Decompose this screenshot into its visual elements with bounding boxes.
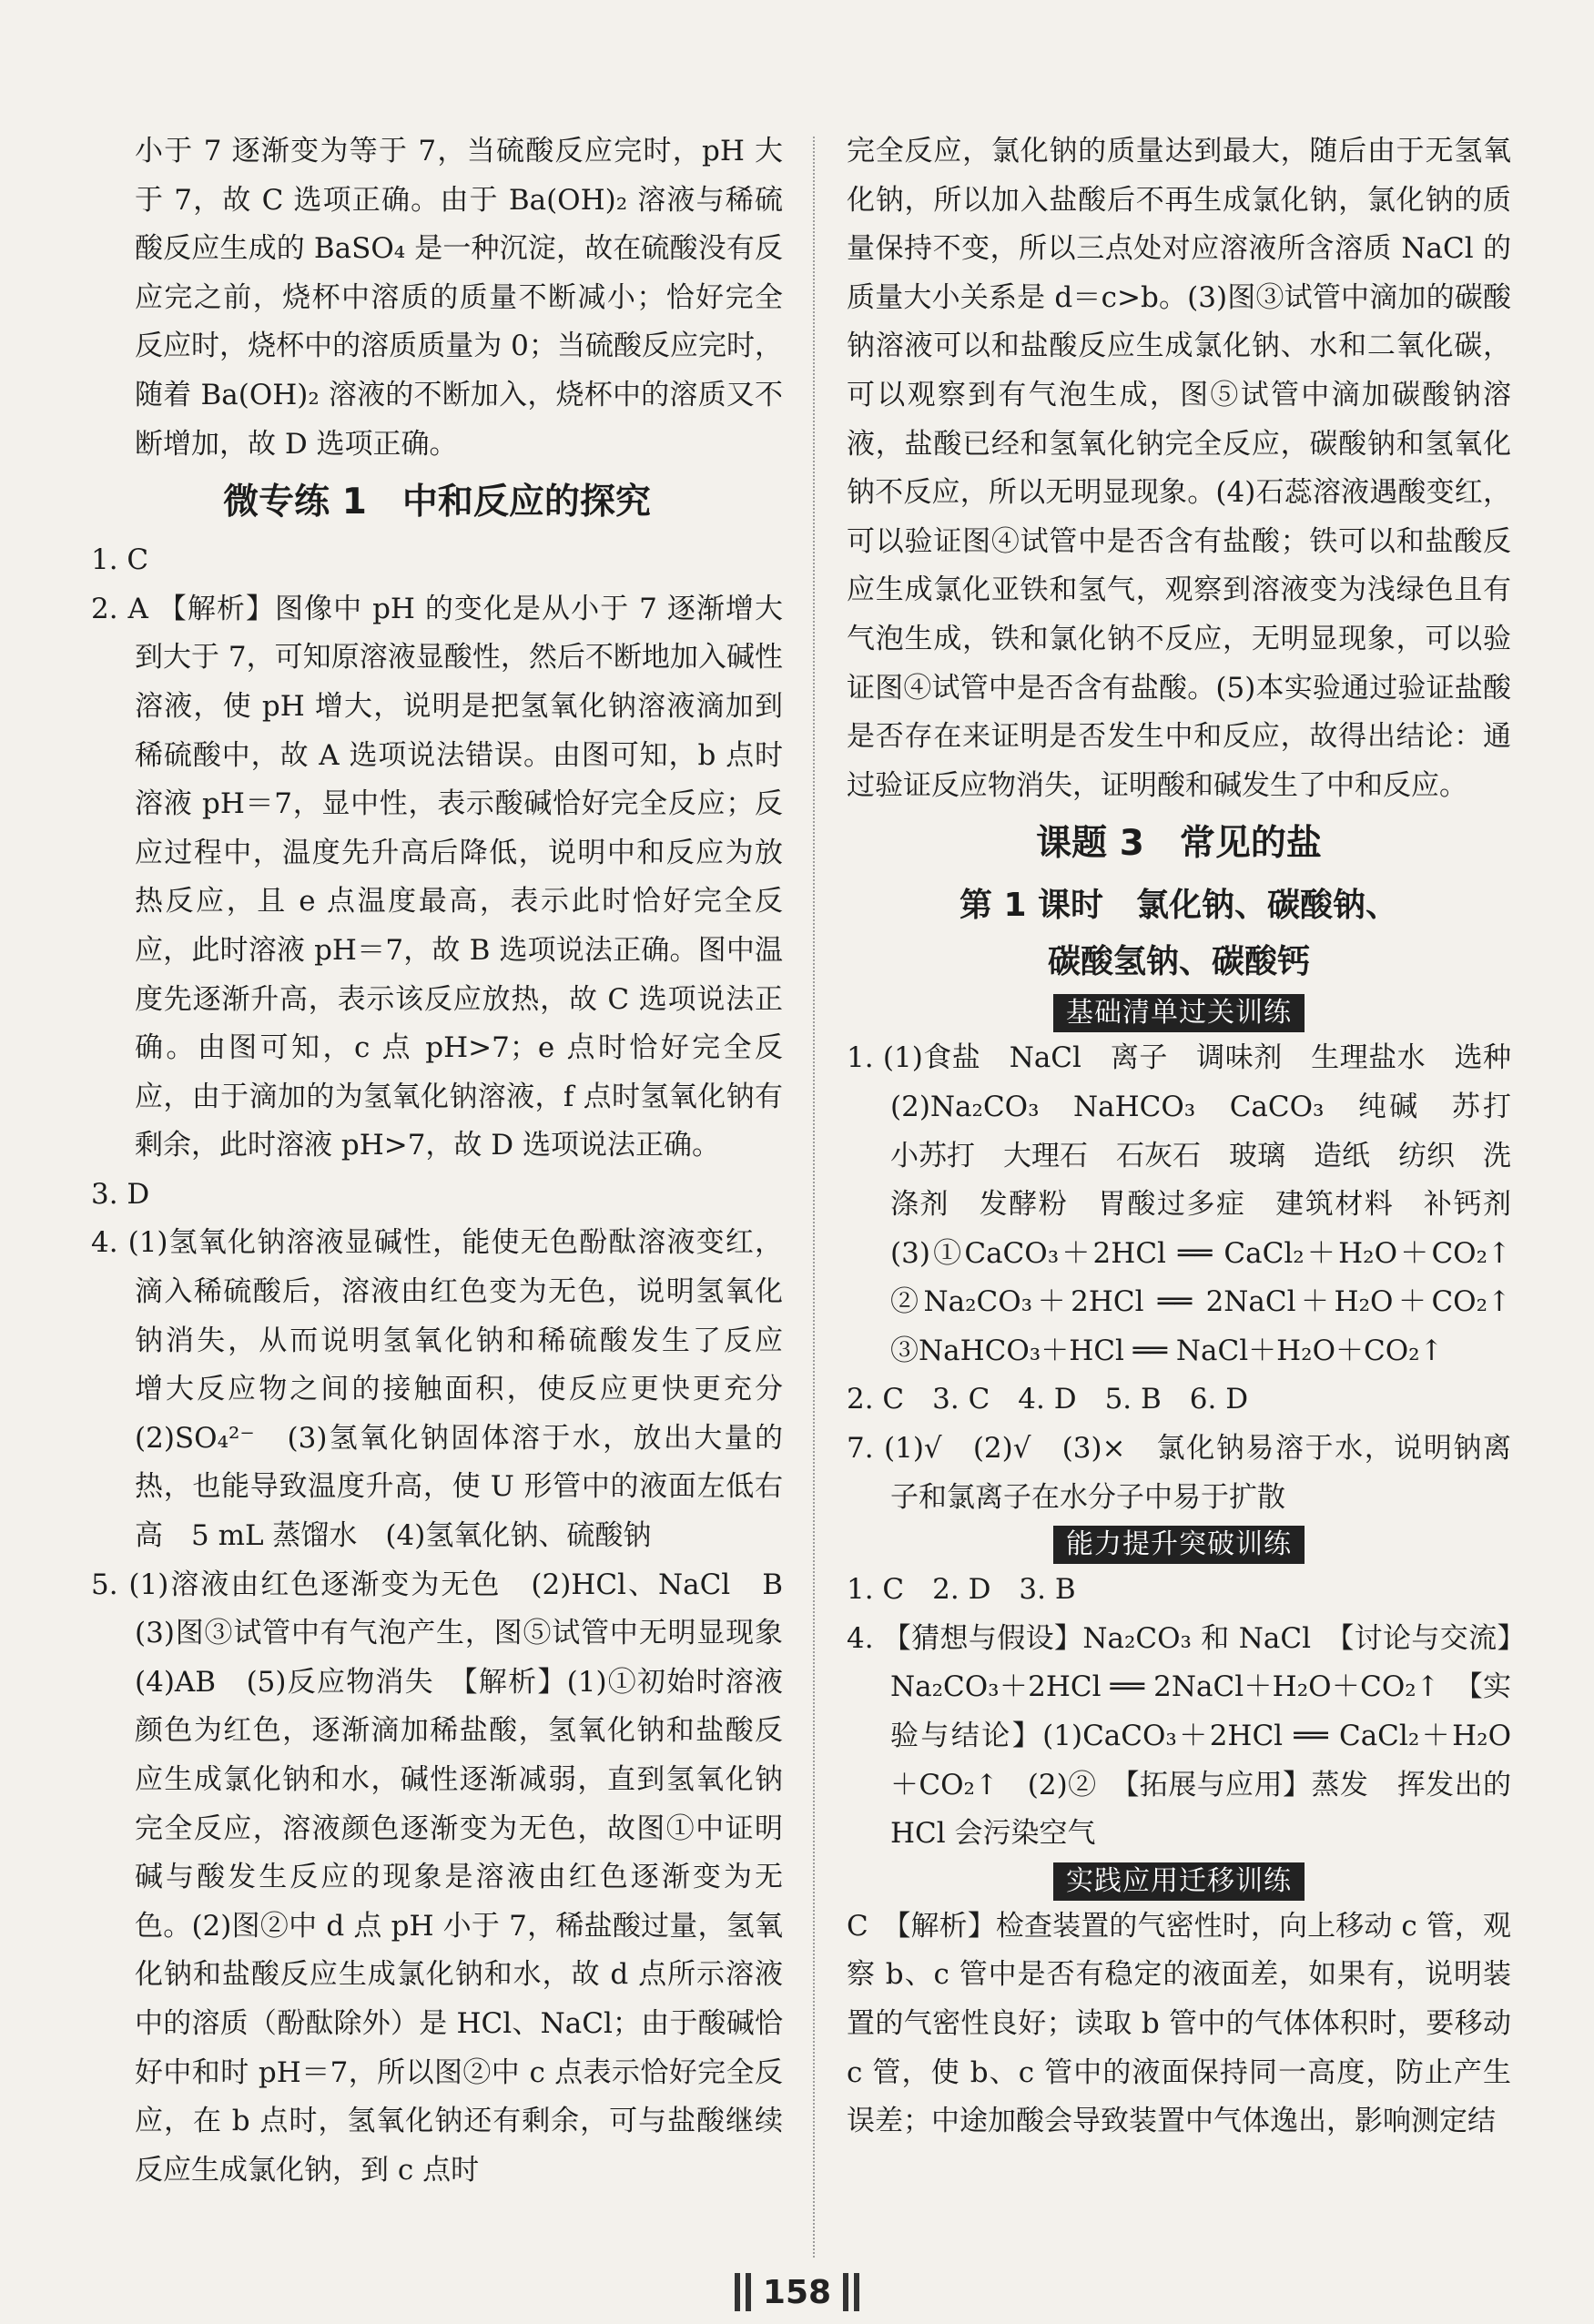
column-divider — [813, 137, 815, 2258]
answer-item: 2. C 3. C 4. D 5. B 6. D — [847, 1383, 1249, 1416]
section-band-basic: 基础清单过关训练 — [1053, 994, 1305, 1032]
left-continuation-text: 小于 7 逐渐变为等于 7，当硫酸反应完时，pH 大于 7，故 C 选项正确。由于 Ba(OH)₂ 溶液与稀硫酸反应生成的 BaSO₄ 是一种沉淀，故在硫酸没有反应完之前，烧杯中溶质的质量不断减小；恰好完全反应时，烧杯中的溶质质量为 0；当硫酸反应完时，随着 Ba(OH)₂ 溶液的不断加入，烧杯中的溶质又不断增加，故 D 选项正确。 — [135, 135, 783, 461]
section-band-ability: 能力提升突破训练 — [1053, 1526, 1305, 1564]
period-title-line2: 碳酸氢钠、碳酸钙 — [1047, 943, 1310, 981]
answer-item: 4. 【猜想与假设】Na₂CO₃ 和 NaCl 【讨论与交流】Na₂CO₃＋2HCl ══ 2NaCl＋H₂O＋CO₂↑ 【实验与结论】(1)CaCO₃＋2HCl ══ CaCl₂＋H₂O＋CO₂↑ (2)② 【拓展与应用】蒸发 挥发出的 HCl 会污染空气 — [847, 1621, 1511, 1851]
lesson-title: 课题 3 常见的盐 — [1036, 823, 1322, 865]
answer-item: 5. (1)溶液由红色逐渐变为无色 (2)HCl、NaCl B (3)图③试管中有气泡产生，图⑤试管中无明显现象 (4)AB (5)反应物消失 【解析】(1)①初始时溶液颜色为红色，逐渐滴加稀盐酸，氢氧化钠和盐酸反应生成氯化钠和水，碱性逐渐减弱，直到氢氧化钠完全反应，溶液颜色逐渐变为无色，故图①中证明碱与酸发生反应的现象是溶液由红色逐渐变为无色。(2)图②中 d 点 pH 小于 7，稀盐酸过量，氢氧化钠和盐酸反应生成氯化钠和水，故 d 点所示溶液中的溶质（酚酞除外）是 HCl、NaCl；由于酸碱恰好中和时 pH＝7，所以图②中 c 点表示恰好完全反应，在 b 点时，氢氧化钠还有剩余，可与盐酸继续反应生成氯化钠，到 c 点时 — [91, 1568, 811, 2187]
section-title: 微专练 1 中和反应的探究 — [223, 482, 651, 523]
section-band-practice: 实践应用迁移训练 — [1053, 1862, 1305, 1901]
answer-item: 7. (1)√ (2)√ (3)× 氯化钠易溶于水，说明钠离子和氯离子在水分子中易于扩散 — [847, 1432, 1511, 1514]
footer-bar-decoration — [735, 2273, 740, 2311]
answer-item: 1. C 2. D 3. B — [847, 1573, 1076, 1607]
practice-answer-text: C 【解析】检查装置的气密性时，向上移动 c 管，观察 b、c 管中是否有稳定的液面差，如果有，说明装置的气密性良好；读取 b 管中的气体体积时，要移动 c 管，使 b、c 管中的液面保持同一高度，防止产生误差；中途加酸会导致装置中气体逸出，影响测定结 — [847, 1909, 1511, 2138]
footer-bar-decoration — [746, 2273, 751, 2311]
answer-item: 1. (1)食盐 NaCl 离子 调味剂 生理盐水 选种 (2)Na₂CO₃ NaHCO₃ CaCO₃ 纯碱 苏打 小苏打 大理石 石灰石 玻璃 造纸 纺织 洗涤剂 发酵粉 胃酸过多症 建筑材料 补钙剂 (3)①CaCO₃＋2HCl ══ CaCl₂＋H₂O＋CO₂↑ ②Na₂CO₃＋2HCl ══ 2NaCl＋H₂O＋CO₂↑ ③NaHCO₃＋HCl ══ NaCl＋H₂O＋CO₂↑ — [847, 1041, 1539, 1367]
answer-item: 1. C — [91, 543, 149, 577]
left-column — [91, 127, 811, 2195]
right-continuation-text: 完全反应，氯化钠的质量达到最大，随后由于无氢氧化钠，所以加入盐酸后不再生成氯化钠，氯化钠的质量保持不变，所以三点处对应溶液所含溶质 NaCl 的质量大小关系是 d＝c>b。(3)图③试管中滴加的碳酸钠溶液可以和盐酸反应生成氯化钠、水和二氧化碳，可以观察到有气泡生成，图⑤试管中滴加碳酸钠溶液，盐酸已经和氢氧化钠完全反应，碳酸钠和氢氧化钠不反应，所以无明显现象。(4)石蕊溶液遇酸变红，可以验证图④试管中是否含有盐酸；铁可以和盐酸反应生成氯化亚铁和氢气，观察到溶液变为浅绿色且有气泡生成，铁和氯化钠不反应，无明显现象，可以验证图④试管中是否含有盐酸。(5)本实验通过验证盐酸是否存在来证明是否发生中和反应，故得出结论：通过验证反应物消失，证明酸和碱发生了中和反应。 — [847, 135, 1511, 802]
period-title-line1: 第 1 课时 氯化钠、碳酸钠、 — [959, 887, 1399, 925]
page-footer — [0, 2273, 1594, 2311]
page-number: 158 — [762, 2273, 832, 2311]
answer-item: 4. (1)氢氧化钠溶液显碱性，能使无色酚酞溶液变红，滴入稀硫酸后，溶液由红色变为无色，说明氢氧化钠消失，从而说明氢氧化钠和稀硫酸发生了反应 增大反应物之间的接触面积，使反应更快更充分 (2)SO₄²⁻ (3)氢氧化钠固体溶于水，放出大量的热，也能导致温度升高，使 U 形管中的液面左低右高 5 mL 蒸馏水 (4)氢氧化钠、硫酸钠 — [91, 1226, 811, 1553]
answer-item: 2. A 【解析】图像中 pH 的变化是从小于 7 逐渐增大到大于 7，可知原溶液显酸性，然后不断地加入碱性溶液，使 pH 增大，说明是把氢氧化钠溶液滴加到稀硫酸中，故 A 选项说法错误。由图可知，b 点时溶液 pH＝7，显中性，表示酸碱恰好完全反应；反应过程中，温度先升高后降低，说明中和反应为放热反应，且 e 点温度最高，表示此时恰好完全反应，此时溶液 pH＝7，故 B 选项说法正确。图中温度先逐渐升高，表示该反应放热，故 C 选项说法正确。由图可知，c 点 pH>7；e 点时恰好完全反应，由于滴加的为氢氧化钠溶液，f 点时氢氧化钠有剩余，此时溶液 pH>7，故 D 选项说法正确。 — [91, 592, 783, 1162]
answer-item: 3. D — [91, 1177, 150, 1211]
footer-bar-decoration — [843, 2273, 848, 2311]
footer-bar-decoration — [854, 2273, 859, 2311]
right-column — [847, 127, 1539, 2146]
